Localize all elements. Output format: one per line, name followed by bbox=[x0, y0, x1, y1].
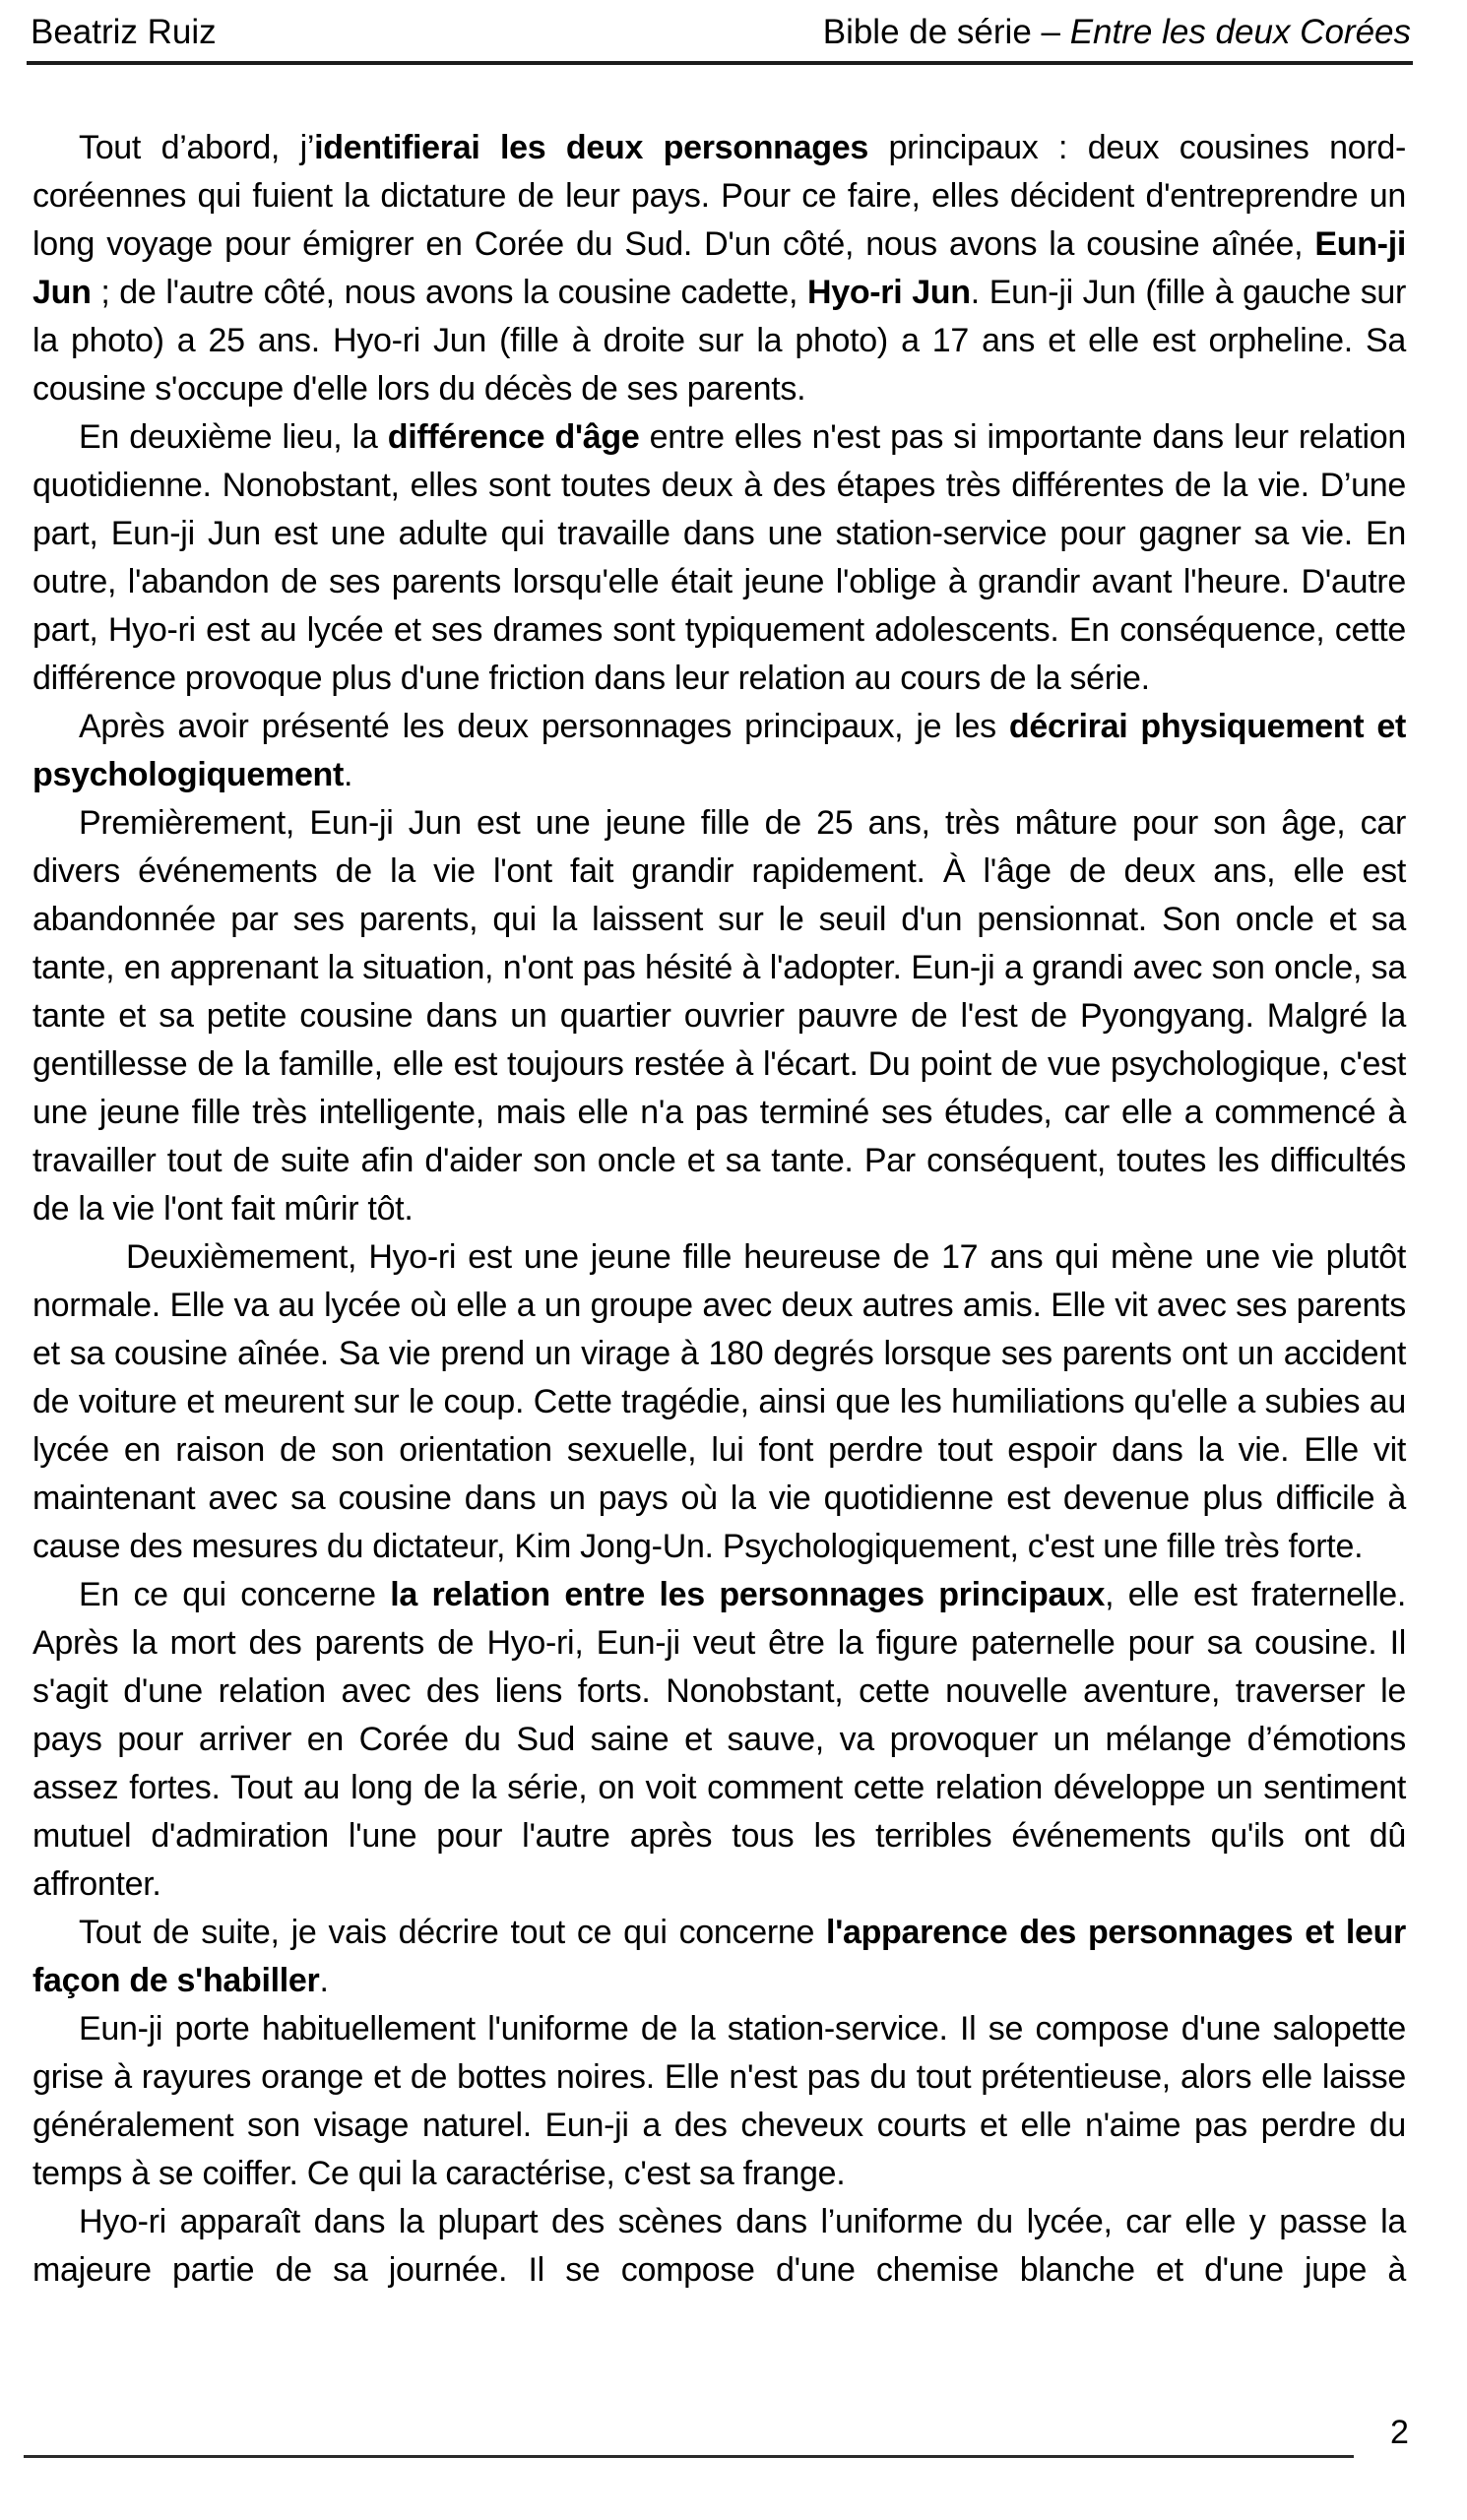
text-run-bold: l'apparence des personnages et leur façon de s'habiller bbox=[32, 1914, 1406, 1999]
paragraph bbox=[32, 413, 1406, 703]
paragraph bbox=[32, 1233, 1406, 1571]
paragraph bbox=[32, 124, 1406, 413]
text-run: Hyo-ri apparaît dans la plupart des scènes dans l’uniforme du lycée, car elle y passe la majeure partie de sa journée. Il se compose d'une chemise blanche et d'une jupe à bbox=[32, 2203, 1406, 2289]
paragraph bbox=[32, 799, 1406, 1233]
text-run: Tout d’abord, j’ bbox=[79, 129, 315, 166]
paragraph bbox=[32, 1571, 1406, 1909]
text-run-bold: la relation entre les personnages principaux bbox=[390, 1576, 1106, 1613]
text-run: Tout de suite, je vais décrire tout ce qui concerne bbox=[79, 1914, 827, 1951]
text-run: . Eun-ji Jun (fille à gauche sur la photo) a 25 ans. Hyo-ri Jun (fille à droite sur la photo) a 17 ans et elle est orpheline. Sa cousine s'occupe d'elle lors du décès de ses parents. bbox=[32, 274, 1407, 408]
paragraph bbox=[32, 2005, 1406, 2198]
header-doc-title-regular: Bible de série – bbox=[822, 13, 1070, 51]
header-author: Beatriz Ruiz bbox=[31, 13, 217, 51]
document-body bbox=[32, 124, 1406, 2295]
text-run: En ce qui concerne bbox=[79, 1576, 391, 1613]
paragraph bbox=[32, 1909, 1406, 2005]
text-run: Après avoir présenté les deux personnages principaux, je les bbox=[79, 708, 1009, 745]
paragraph bbox=[32, 2198, 1406, 2295]
footer-rule bbox=[24, 2455, 1354, 2458]
text-run: . bbox=[344, 756, 353, 793]
text-run-bold: identifierai les deux personnages bbox=[314, 129, 868, 166]
page-header bbox=[27, 0, 1413, 65]
text-run: , elle est fraternelle. Après la mort des parents de Hyo-ri, Eun-ji veut être la figure paternelle pour sa cousine. Il s'agit d'une relation avec des liens forts. Nonobstant, cette nouvelle aventure, traverser le pays pour arriver en Corée du Sud saine et sauve, va provoquer un mélange d’émotions assez fortes. Tout au long de la série, on voit comment cette relation développe un sentiment mutuel d'admiration l'une pour l'autre après tous les terribles événements qu'ils ont dû affronter. bbox=[32, 1576, 1406, 1903]
paragraph bbox=[32, 703, 1406, 799]
text-run: En deuxième lieu, la bbox=[79, 418, 388, 456]
text-run: entre elles n'est pas si importante dans leur relation quotidienne. Nonobstant, elles sont toutes deux à des étapes très différentes de la vie. D’une part, Eun-ji Jun est une adulte qui travaille dans une station-service pour gagner sa vie. En outre, l'abandon de ses parents lorsqu'elle était jeune l'oblige à grandir avant l'heure. D'autre part, Hyo-ri est au lycée et ses drames sont typiquement adolescents. En conséquence, cette différence provoque plus d'une friction dans leur relation au cours de la série. bbox=[32, 418, 1406, 697]
text-run: Eun-ji porte habituellement l'uniforme de la station-service. Il se compose d'une salopette grise à rayures orange et de bottes noires. Elle n'est pas du tout prétentieuse, alors elle laisse généralement son visage naturel. Eun-ji a des cheveux courts et elle n'aime pas perdre du temps à se coiffer. Ce qui la caractérise, c'est sa frange. bbox=[32, 2010, 1406, 2192]
text-run-bold: différence d'âge bbox=[387, 418, 640, 456]
text-run: ; de l'autre côté, nous avons la cousine cadette, bbox=[91, 274, 807, 311]
text-run: Deuxièmement, Hyo-ri est une jeune fille heureuse de 17 ans qui mène une vie plutôt normale. Elle va au lycée où elle a un groupe avec deux autres amis. Elle vit avec ses parents et sa cousine aînée. Sa vie prend un virage à 180 degrés lorsque ses parents ont un accident de voiture et meurent sur le coup. Cette tragédie, ainsi que les humiliations qu'elle a subies au lycée en raison de son orientation sexuelle, lui font perdre tout espoir dans la vie. Elle vit maintenant avec sa cousine dans un pays où la vie quotidienne est devenue plus difficile à cause des mesures du dictateur, Kim Jong-Un. Psychologiquement, c'est une fille très forte. bbox=[32, 1238, 1406, 1565]
header-doc-title-italic: Entre les deux Corées bbox=[1069, 13, 1411, 51]
text-run-bold: Hyo-ri Jun bbox=[806, 274, 971, 311]
text-run-bold: Eun-ji Jun bbox=[32, 225, 1406, 311]
page-number: 2 bbox=[1390, 2414, 1409, 2451]
header-doc-title bbox=[823, 12, 1411, 52]
text-run: principaux : deux cousines nord-coréennes qui fuient la dictature de leur pays. Pour ce faire, elles décident d'entreprendre un long voyage pour émigrer en Corée du Sud. D'un côté, nous avons la cousine aînée, bbox=[32, 129, 1406, 263]
text-run-bold: décrirai physiquement et psychologiquement bbox=[32, 708, 1406, 793]
text-run: Premièrement, Eun-ji Jun est une jeune fille de 25 ans, très mâture pour son âge, car divers événements de la vie l'ont fait grandir rapidement. À l'âge de deux ans, elle est abandonnée par ses parents, qui la laissent sur le seuil d'un pensionnat. Son oncle et sa tante, en apprenant la situation, n'ont pas hésité à l'adopter. Eun-ji a grandi avec son oncle, sa tante et sa petite cousine dans un quartier ouvrier pauvre de l'est de Pyongyang. Malgré la gentillesse de la famille, elle est toujours restée à l'écart. Du point de vue psychologique, c'est une jeune fille très intelligente, mais elle n'a pas terminé ses études, car elle a commencé à travailler tout de suite afin d'aider son oncle et sa tante. Par conséquent, toutes les difficultés de la vie l'ont fait mûrir tôt. bbox=[32, 804, 1406, 1228]
text-run: . bbox=[319, 1962, 329, 1999]
